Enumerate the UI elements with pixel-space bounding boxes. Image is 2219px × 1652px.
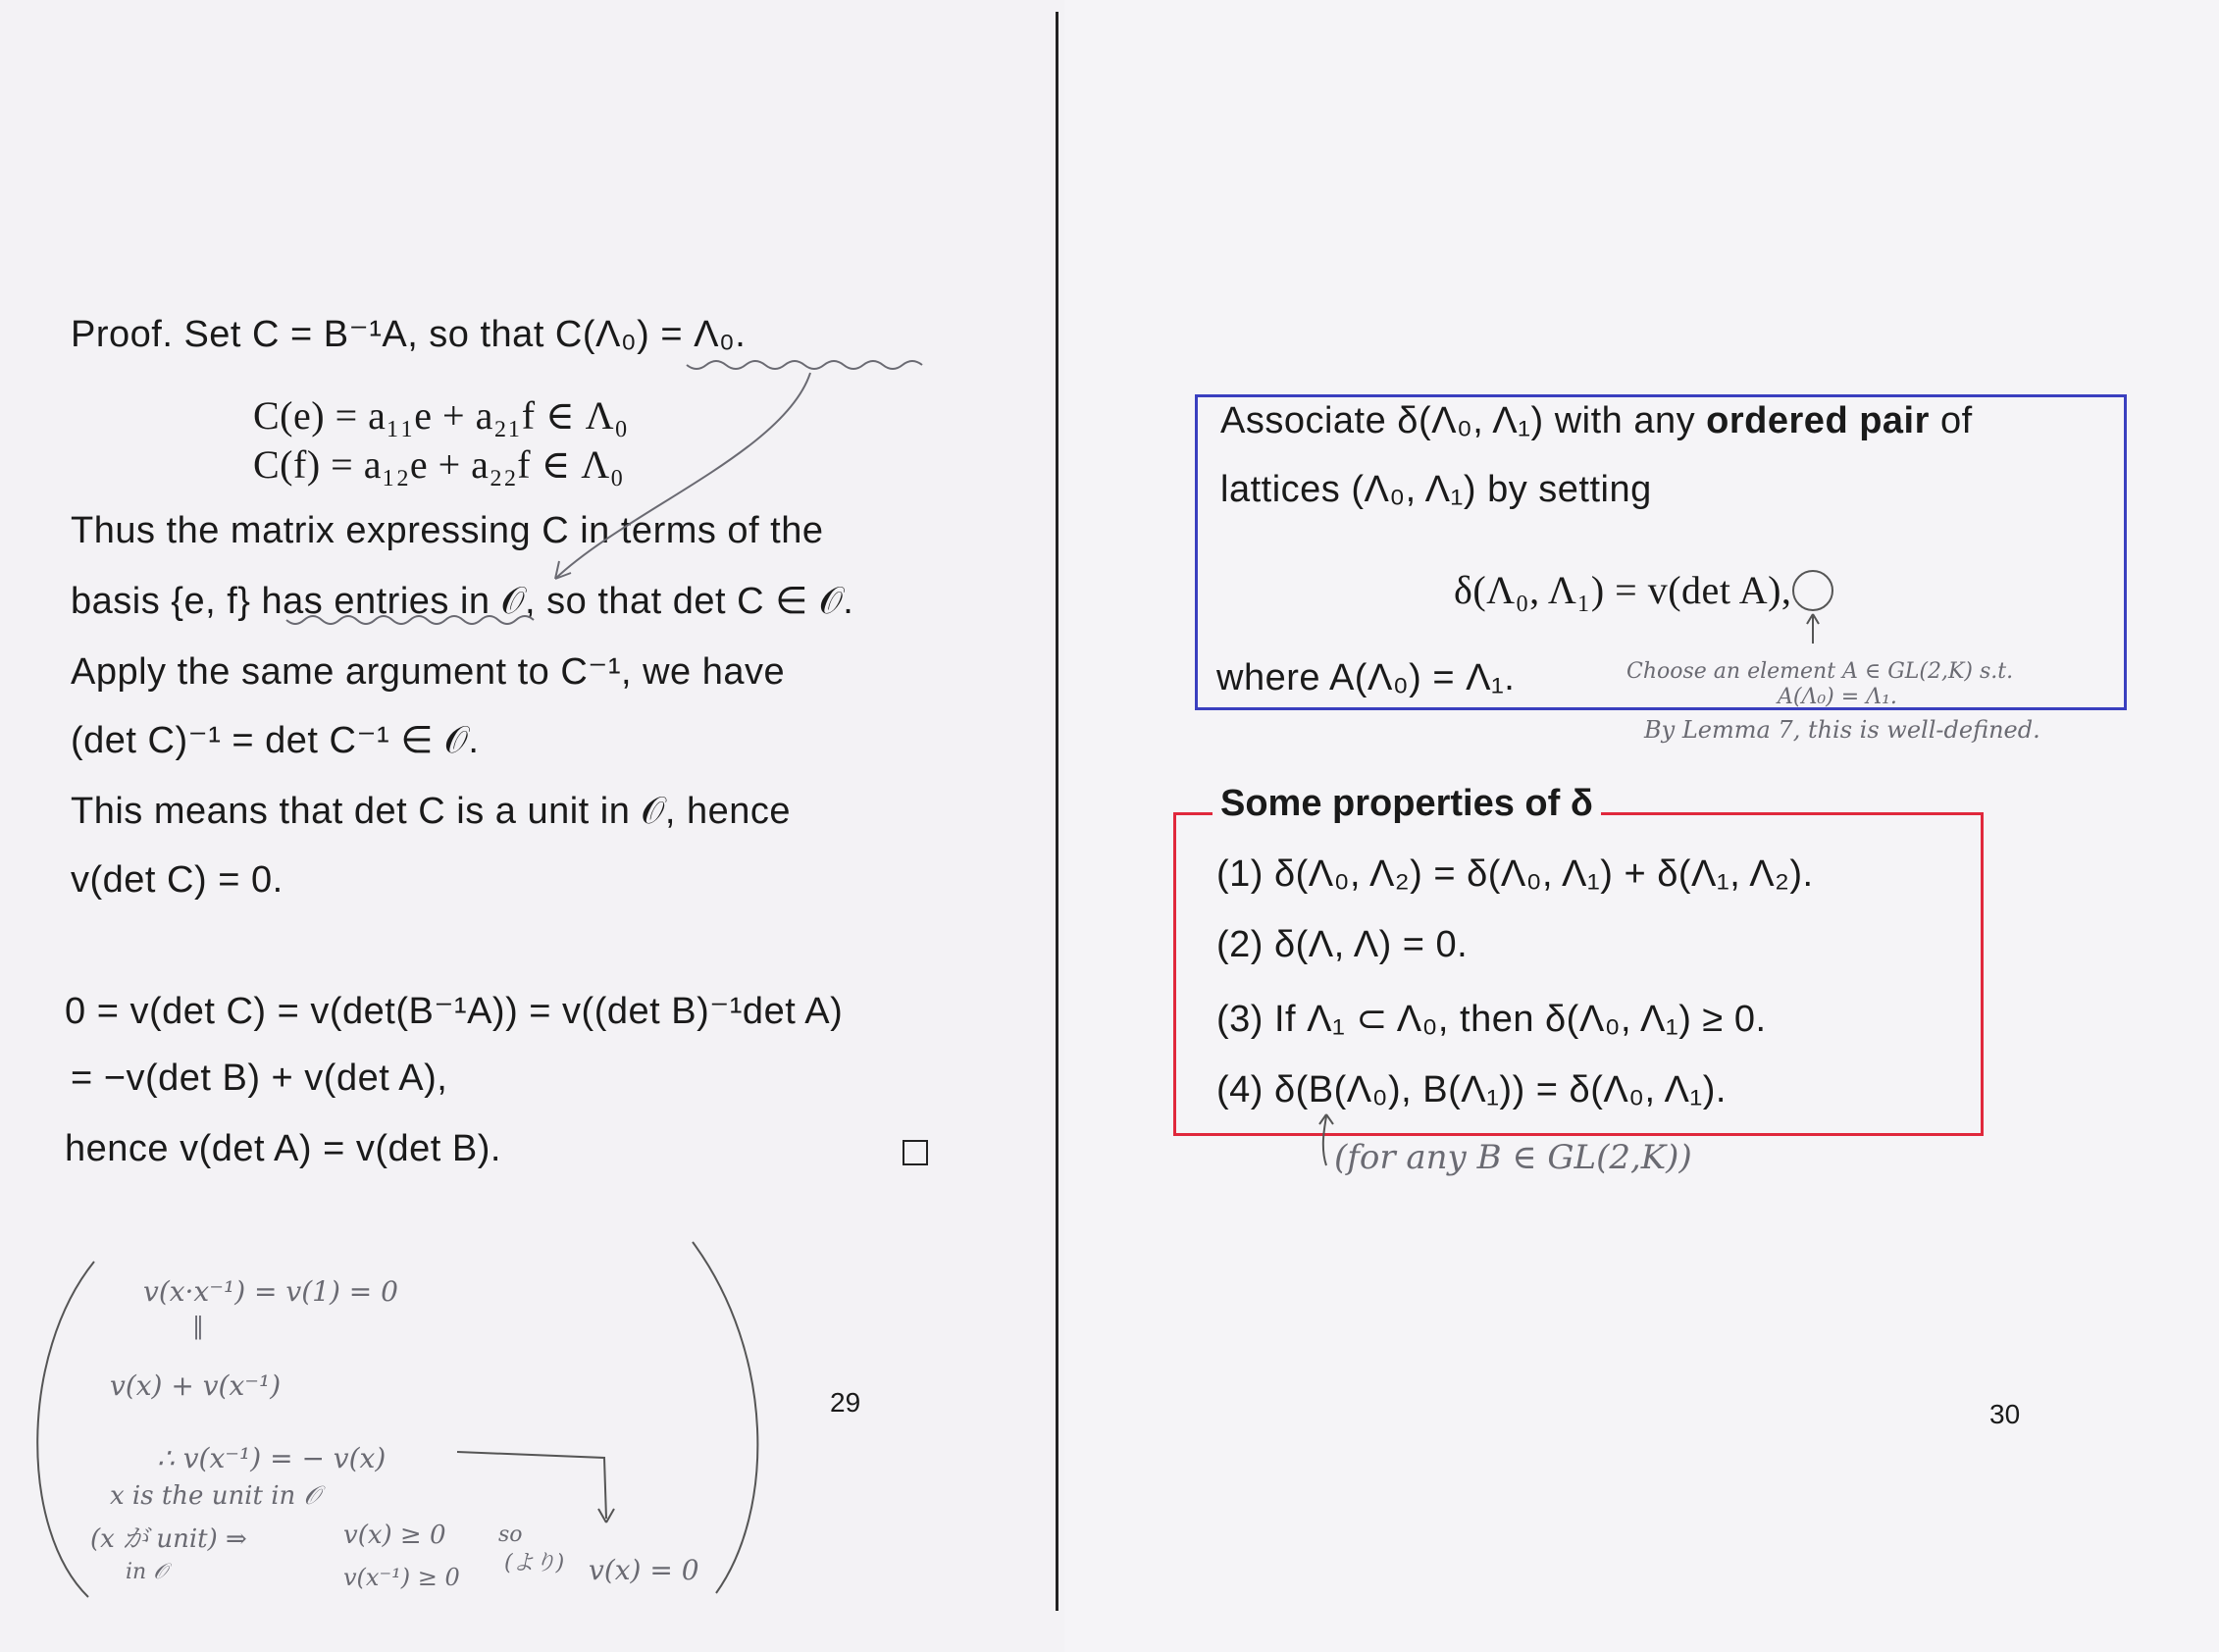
page-number-left: 29 xyxy=(830,1387,861,1418)
equation-c-f: C(f) = a₁₂e + a₂₂f ∈ Λ₀ xyxy=(253,442,625,487)
properties-title: Some properties of δ xyxy=(1213,783,1601,825)
arrow-property-4 xyxy=(1323,1116,1326,1165)
paragraph-line-1: Thus the matrix expressing C in terms of the xyxy=(71,510,824,551)
paragraph-line-4: (det C)⁻¹ = det C⁻¹ ∈ 𝒪. xyxy=(71,720,480,761)
definition-text-post: of xyxy=(1929,400,1973,441)
paragraph-line-2: basis {e, f} has entries in 𝒪, so that det C ∈ 𝒪. xyxy=(71,581,854,622)
definition-line-2: lattices (Λ₀, Λ₁) by setting xyxy=(1220,469,1652,510)
circle-around-a xyxy=(1793,571,1832,610)
note-vx-zero: v(x) = 0 xyxy=(589,1554,699,1586)
paragraph-line-3: Apply the same argument to C⁻¹, we have xyxy=(71,651,786,693)
equation-chain-1: 0 = v(det C) = v(det(B⁻¹A)) = v((det B)⁻¹det A) xyxy=(65,991,844,1032)
definition-formula: δ(Λ₀, Λ₁) = v(det A), xyxy=(1454,568,1792,612)
note-a-lambda: A(Λ₀) = Λ₁. xyxy=(1778,685,1897,709)
note-therefore: ∴ v(x⁻¹) = − v(x) xyxy=(157,1442,387,1474)
note-so: so xyxy=(498,1523,523,1547)
definition-line-4: where A(Λ₀) = Λ₁. xyxy=(1216,657,1516,698)
wavy-underline-c-lambda xyxy=(687,361,922,369)
proof-line: Proof. Set C = B⁻¹A, so that C(Λ₀) = Λ₀. xyxy=(71,314,747,355)
wavy-underline-entries xyxy=(286,616,534,624)
property-3: (3) If Λ₁ ⊂ Λ₀, then δ(Λ₀, Λ₁) ≥ 0. xyxy=(1216,999,1767,1040)
note-unit-jp: (x が unit) ⇒ xyxy=(90,1524,247,1554)
paragraph-line-5: This means that det C is a unit in 𝒪, hence xyxy=(71,791,792,832)
note-lemma-7: By Lemma 7, this is well-defined. xyxy=(1644,716,2040,744)
property-1: (1) δ(Λ₀, Λ₂) = δ(Λ₀, Λ₁) + δ(Λ₁, Λ₂). xyxy=(1216,853,1814,895)
note-unit: x is the unit in 𝒪 xyxy=(110,1481,320,1511)
property-4: (4) δ(B(Λ₀), B(Λ₁)) = δ(Λ₀, Λ₁). xyxy=(1216,1069,1727,1110)
note-v-product: v(x·x⁻¹) = v(1) = 0 xyxy=(143,1275,398,1308)
note-yori: (より) xyxy=(504,1551,565,1575)
arrow-to-o xyxy=(555,373,810,579)
left-parenthesis xyxy=(37,1262,94,1597)
definition-text-pre: Associate δ(Λ₀, Λ₁) with any xyxy=(1220,400,1707,441)
conclusion-line: hence v(det A) = v(det B). xyxy=(65,1128,501,1169)
note-vxinv-geq: v(x⁻¹) ≥ 0 xyxy=(343,1564,460,1591)
note-any-b: (for any B ∈ GL(2,K)) xyxy=(1334,1138,1692,1177)
property-2: (2) δ(Λ, Λ) = 0. xyxy=(1216,924,1469,965)
note-equals-sign: ‖ xyxy=(192,1313,204,1340)
note-arrow xyxy=(457,1452,606,1519)
paragraph-line-6: v(det C) = 0. xyxy=(71,859,284,901)
definition-ordered-pair: ordered pair xyxy=(1706,400,1930,441)
equation-chain-2: = −v(det B) + v(det A), xyxy=(71,1058,448,1099)
note-vx-geq: v(x) ≥ 0 xyxy=(343,1521,446,1550)
note-choose-element: Choose an element A ∈ GL(2,K) s.t. xyxy=(1626,659,2014,684)
right-parenthesis xyxy=(693,1242,757,1593)
note-in-o: in 𝒪 xyxy=(126,1560,168,1584)
equation-c-e: C(e) = a₁₁e + a₂₁f ∈ Λ₀ xyxy=(253,393,629,438)
page-number-right: 30 xyxy=(1989,1399,2021,1429)
note-v-sum: v(x) + v(x⁻¹) xyxy=(110,1369,282,1402)
